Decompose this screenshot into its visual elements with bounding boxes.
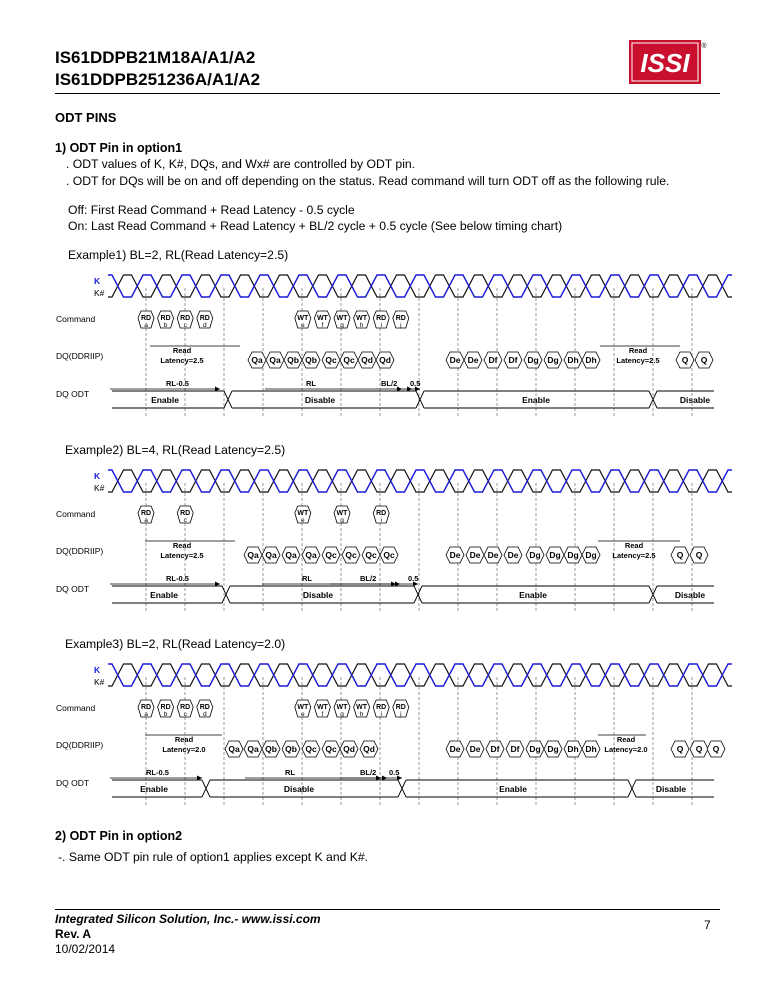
ex1-latency2-line2: Latency=2.5 [616, 356, 660, 365]
ex1-command-name: WT [336, 315, 348, 322]
ex3-command-bank: c [183, 711, 187, 718]
ex3-command-bank: f [321, 711, 324, 718]
ex3-odt-row-label: DQ ODT [56, 778, 90, 788]
ex3-rl-minus-label: RL-0.5 [146, 768, 169, 777]
section-title: ODT PINS [55, 110, 117, 125]
ex3-command-bank: g [340, 711, 344, 718]
ex1-latency2-line1: Read [628, 346, 648, 355]
ex3-dq-row-label: DQ(DDRIIP) [56, 740, 104, 750]
ex1-latency1-line1: Read [172, 346, 192, 355]
ex2-clock-k-label: K [94, 471, 101, 481]
ex2-dq-read-label: Qc [383, 550, 395, 560]
issi-logo [629, 40, 707, 84]
ex2-command-row-label: Command [56, 509, 96, 519]
ex2-rl-minus-label: RL-0.5 [166, 574, 189, 583]
ex1-command-bank: d [202, 322, 207, 329]
ex2-dq-read-label: Qc [365, 550, 377, 560]
header-rule [55, 93, 720, 94]
ex1-command-name: WT [297, 315, 309, 322]
example3-title: Example3) BL=2, RL(Read Latency=2.0) [65, 637, 286, 651]
ex3-command-bank: h [359, 711, 364, 718]
ex3-clock-kbar-label: K# [94, 677, 105, 687]
ex3-odt-enable-2: Enable [499, 784, 527, 794]
ex2-half-cycle-label: 0.5 [408, 574, 419, 583]
ex2-command-name: WT [297, 510, 309, 517]
example1-timing-diagram [0, 270, 772, 420]
ex1-dq-write-label: Dh [585, 355, 597, 365]
ex3-odt-enable-1: Enable [140, 784, 168, 794]
ex2-latency2-line2: Latency=2.5 [612, 551, 656, 560]
ex3-rl-label: RL [285, 768, 295, 777]
ex1-command-bank: b [163, 322, 168, 329]
footer-date: 10/02/2014 [55, 942, 116, 956]
ex3-dq-write-label: Dg [547, 744, 559, 754]
ex1-rl-minus-label: RL-0.5 [166, 379, 189, 388]
ex2-dq-read-label: Qa [305, 550, 317, 560]
ex3-odt-disable-2: Disable [655, 784, 687, 794]
ex1-command-name: WT [316, 315, 328, 322]
ex1-dq-write-label: Dg [527, 355, 539, 365]
ex3-dq-write-label: Df [510, 744, 520, 754]
ex1-command-bank: g [340, 322, 344, 329]
ex2-odt-enable-1: Enable [150, 590, 178, 600]
ex3-dq-tail-label: Q [695, 744, 703, 754]
ex3-command-name: WT [336, 704, 348, 711]
ex2-command-name: RD [180, 510, 191, 517]
ex1-dq-row-label: DQ(DDRIIP) [56, 351, 104, 361]
ex3-dq-read-label: Qc [305, 744, 317, 754]
ex1-dq-read-label: Qa [251, 355, 263, 365]
example2-timing-diagram [0, 465, 772, 615]
ex3-dq-read-label: Qb [285, 744, 297, 754]
ex2-dq-write-label: De [449, 550, 461, 560]
ex3-dq-tail-label: Q [676, 744, 684, 754]
ex3-odt-transition [628, 780, 636, 797]
ex3-dq-read-label: Qa [228, 744, 240, 754]
ex3-odt-disable-1: Disable [283, 784, 315, 794]
ex2-dq-tail-label: Q [676, 550, 684, 560]
ex3-command-name: RD [199, 704, 210, 711]
ex3-dq-tail-label: Q [712, 744, 720, 754]
ex3-latency2-line1: Read [616, 735, 636, 744]
ex2-latency2-line1: Read [624, 541, 644, 550]
ex3-clock-kbar-wave [108, 664, 732, 686]
ex1-dq-tail-label: Q [700, 355, 708, 365]
ex3-command-name: RD [180, 704, 191, 711]
ex1-command-bank: e [300, 322, 305, 329]
ex2-odt-disable-2: Disable [674, 590, 706, 600]
ex3-command-bank: j [400, 711, 402, 718]
ex2-dq-row-label: DQ(DDRIIP) [56, 546, 104, 556]
ex1-dq-write-label: Dg [547, 355, 559, 365]
ex1-command-name: RD [160, 315, 171, 322]
example2-title: Example2) BL=4, RL(Read Latency=2.5) [65, 443, 286, 457]
ex1-command-bank: a [144, 322, 148, 329]
option1-rule-on: On: Last Read Command + Read Latency + BL/2 cycle + 0.5 cycle (See below timing chart) [68, 219, 563, 233]
ex2-odt-transition [414, 586, 422, 603]
ex3-command-name: RD [160, 704, 171, 711]
ex1-command-row-label: Command [56, 314, 96, 324]
ex1-odt-transition [416, 391, 424, 408]
ex3-command-row-label: Command [56, 703, 96, 713]
ex2-bl2-label: BL/2 [360, 574, 377, 583]
ex2-dq-read-label: Qa [285, 550, 297, 560]
option1-bullet-2: . ODT for DQs will be on and off depending on the status. Read command will turn ODT off as the following rule. [66, 174, 670, 188]
ex3-dq-write-label: De [449, 744, 461, 754]
example1-title: Example1) BL=2, RL(Read Latency=2.5) [68, 248, 289, 262]
part-number-line1: IS61DDPB21M18A/A1/A2 [55, 48, 256, 67]
ex2-command-bank: c [183, 517, 187, 524]
ex3-dq-write-label: Dg [529, 744, 541, 754]
ex1-command-name: RD [199, 315, 210, 322]
ex2-latency1-line1: Read [172, 541, 192, 550]
ex3-dq-write-label: Df [490, 744, 500, 754]
ex2-command-bank: a [144, 517, 148, 524]
ex1-clock-k-wave [108, 275, 732, 297]
ex3-clock-k-label: K [94, 665, 101, 675]
ex1-dq-write-label: De [449, 355, 461, 365]
ex1-command-name: RD [180, 315, 191, 322]
ex1-odt-disable-2: Disable [679, 395, 711, 405]
ex2-odt-transition [222, 586, 230, 603]
ex3-dq-read-label: Qd [343, 744, 355, 754]
ex3-command-name: WT [356, 704, 368, 711]
ex3-dq-write-label: De [469, 744, 481, 754]
ex3-dq-read-label: Qb [265, 744, 277, 754]
option2-heading: 2) ODT Pin in option2 [55, 829, 183, 843]
ex1-odt-enable-1: Enable [151, 395, 179, 405]
ex3-latency2-line2: Latency=2.0 [604, 745, 648, 754]
ex3-latency1-line1: Read [174, 735, 194, 744]
ex1-dq-read-label: Qd [379, 355, 391, 365]
part-number-line2: IS61DDPB251236A/A1/A2 [55, 70, 261, 89]
ex2-command-bank: i [380, 517, 382, 524]
ex1-clock-kbar-label: K# [94, 288, 105, 298]
ex3-latency1-line2: Latency=2.0 [162, 745, 206, 754]
ex1-command-name: RD [140, 315, 152, 322]
ex2-dq-write-label: Dg [567, 550, 579, 560]
ex1-dq-read-label: Qb [287, 355, 299, 365]
ex3-command-name: RD [395, 704, 406, 711]
ex2-command-name: RD [140, 510, 152, 517]
ex2-dq-write-label: Dg [529, 550, 541, 560]
footer-revision: Rev. A [55, 927, 92, 941]
ex2-odt-row-label: DQ ODT [56, 584, 90, 594]
ex2-rl-label: RL [302, 574, 312, 583]
ex1-command-bank: i [380, 322, 382, 329]
ex3-command-bank: d [202, 711, 207, 718]
ex3-dq-read-label: Qa [247, 744, 259, 754]
ex3-command-bank: i [380, 711, 382, 718]
ex2-dq-write-label: Dg [585, 550, 597, 560]
ex1-clock-kbar-wave [108, 275, 732, 297]
ex3-command-bank: e [300, 711, 305, 718]
ex1-dq-write-label: De [467, 355, 479, 365]
ex3-command-name: RD [140, 704, 152, 711]
ex1-latency1-line2: Latency=2.5 [160, 356, 204, 365]
page-number: 7 [704, 918, 711, 932]
ex1-dq-tail-label: Q [681, 355, 689, 365]
ex2-clock-kbar-wave [108, 470, 732, 492]
ex1-rl-label: RL [306, 379, 316, 388]
footer-rule [55, 909, 720, 910]
ex1-bl2-label: BL/2 [381, 379, 398, 388]
ex1-dq-read-label: Qb [305, 355, 317, 365]
ex3-dq-write-label: Dh [567, 744, 579, 754]
ex1-odt-transition [224, 391, 232, 408]
ex2-dq-write-label: De [469, 550, 481, 560]
ex1-odt-enable-2: Enable [522, 395, 550, 405]
ex2-command-bank: e [300, 517, 305, 524]
ex1-command-name: RD [395, 315, 406, 322]
ex1-dq-read-label: Qd [361, 355, 373, 365]
ex3-command-bank: b [163, 711, 168, 718]
ex1-odt-row-label: DQ ODT [56, 389, 90, 399]
ex3-dq-read-label: Qd [363, 744, 375, 754]
ex1-dq-read-label: Qa [269, 355, 281, 365]
ex3-half-cycle-label: 0.5 [389, 768, 400, 777]
option1-heading: 1) ODT Pin in option1 [55, 141, 183, 155]
ex1-clock-k-label: K [94, 276, 101, 286]
ex2-latency1-line2: Latency=2.5 [160, 551, 204, 560]
ex3-dq-read-label: Qc [325, 744, 337, 754]
ex1-command-bank: h [359, 322, 364, 329]
ex2-command-name: WT [336, 510, 348, 517]
logo-text: ISSI [640, 48, 690, 78]
ex1-command-bank: c [183, 322, 187, 329]
ex3-odt-transition [202, 780, 210, 797]
footer-company: Integrated Silicon Solution, Inc.- www.issi.com [55, 912, 321, 926]
ex1-command-name: RD [376, 315, 387, 322]
ex1-command-name: WT [356, 315, 368, 322]
ex1-dq-write-label: Dh [567, 355, 579, 365]
ex2-dq-read-label: Qc [325, 550, 337, 560]
ex3-bl2-label: BL/2 [360, 768, 377, 777]
ex1-command-bank: f [321, 322, 324, 329]
ex2-dq-tail-label: Q [695, 550, 703, 560]
logo-registered-mark: ® [701, 43, 707, 50]
ex3-command-name: RD [376, 704, 387, 711]
option1-bullet-1: . ODT values of K, K#, DQs, and Wx# are controlled by ODT pin. [66, 157, 416, 171]
ex3-command-name: WT [297, 704, 309, 711]
ex1-half-cycle-label: 0.5 [410, 379, 421, 388]
ex2-command-bank: g [340, 517, 344, 524]
ex2-clock-kbar-label: K# [94, 483, 105, 493]
ex1-command-bank: j [400, 322, 402, 329]
ex2-dq-read-label: Qc [345, 550, 357, 560]
ex3-clock-k-wave [108, 664, 732, 686]
option1-rule-off: Off: First Read Command + Read Latency - 0.5 cycle [68, 203, 355, 217]
ex2-dq-write-label: Dg [549, 550, 561, 560]
ex3-dq-write-label: Dh [585, 744, 597, 754]
ex3-command-name: WT [316, 704, 328, 711]
ex3-odt-transition [398, 780, 406, 797]
ex2-odt-disable-1: Disable [302, 590, 334, 600]
ex2-dq-read-label: Qa [265, 550, 277, 560]
ex2-dq-read-label: Qa [247, 550, 259, 560]
ex3-command-bank: a [144, 711, 148, 718]
ex2-odt-enable-2: Enable [519, 590, 547, 600]
ex1-odt-disable-1: Disable [304, 395, 336, 405]
ex2-command-name: RD [376, 510, 387, 517]
ex1-dq-write-label: Df [508, 355, 518, 365]
option2-text: -. Same ODT pin rule of option1 applies except K and K#. [58, 850, 369, 864]
ex1-dq-read-label: Qc [325, 355, 337, 365]
ex2-clock-k-wave [108, 470, 732, 492]
ex1-dq-read-label: Qc [343, 355, 355, 365]
ex2-dq-write-label: De [507, 550, 519, 560]
ex2-dq-write-label: De [487, 550, 499, 560]
example3-timing-diagram [0, 659, 772, 809]
ex1-dq-write-label: Df [488, 355, 498, 365]
